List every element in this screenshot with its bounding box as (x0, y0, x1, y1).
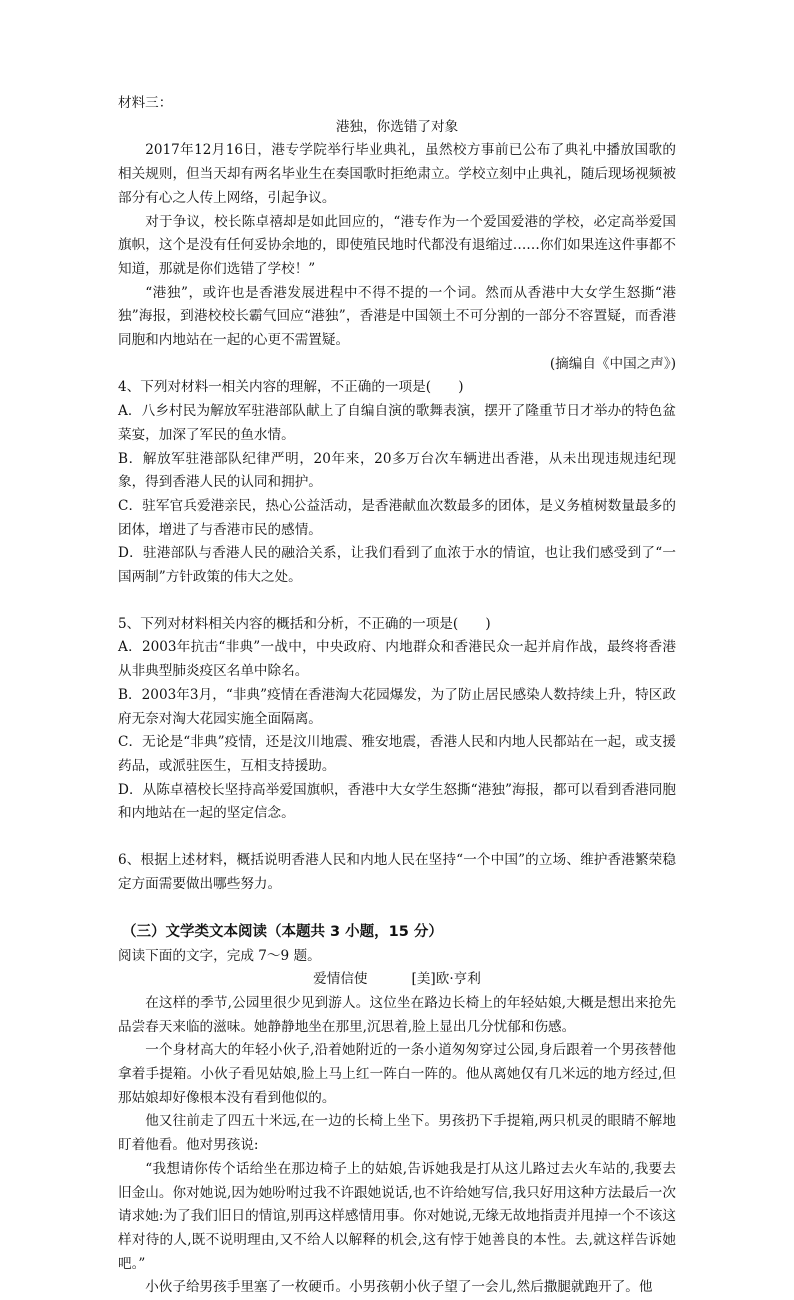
question-stem: 5、下列对材料相关内容的概括和分析，不正确的一项是( ) (118, 615, 491, 632)
material-source: (摘编自《中国之声》) (549, 355, 676, 372)
story-paragraph: 他又往前走了四五十米远,在一边的长椅上坐下。男孩扔下手提箱,两只机灵的眼睛不解地盯着他看。他对男孩说: (118, 1113, 676, 1154)
story-paragraph: “我想请你传个话给坐在那边椅子上的姑娘,告诉她我是打从这儿路过去火车站的,我要去旧金山。你对她说,因为她吩咐过我不许跟她说话,也不许给她写信,我只好用这种方法最后一次请求她:为了我们旧日的情谊,别再这样感情用事。你对她说,无缘无故地指责并甩掉一个不该这样对待的人,既不说明理由,又不给人以解释的机会,这有悖于她善良的本性。去,就这样告诉她吧。” (118, 1160, 676, 1272)
question-option: C．驻军官兵爱港亲民，热心公益活动，是香港献血次数最多的团体，是义务植树数量最多的团体，增进了与香港市民的感情。 (118, 497, 676, 538)
question-option: C．无论是“非典”疫情，还是汶川地震、雅安地震，香港人民和内地人民都站在一起，或支援药品，或派驻医生，互相支持援助。 (118, 734, 676, 774)
question-option: B．解放军驻港部队纪律严明，20年来，20多万台次车辆进出香港，从未出现违规违纪现象，得到香港人民的认同和拥护。 (118, 450, 676, 491)
story-paragraph: 在这样的季节,公园里很少见到游人。这位坐在路边长椅上的年轻姑娘,大概是想出来抢先品尝春天来临的滋味。她静静地坐在那里,沉思着,脸上显出几分忧郁和伤感。 (118, 994, 676, 1035)
section-heading: （三）文学类文本阅读（本题共 3 小题，15 分） (122, 923, 443, 940)
question-option: A．八乡村民为解放军驻港部队献上了自编自演的歌舞表演，摆开了隆重节日才举办的特色盆菜宴，加深了军民的鱼水情。 (118, 403, 676, 443)
section-instruction: 阅读下面的文字，完成 7～9 题。 (118, 947, 321, 964)
material-paragraph: “港独”，或许也是香港发展进程中不得不提的一个词。然而从香港中大女学生怒撕“港独”海报，到港校校长霸气回应“港独”，香港是中国领土不可分割的一部分不容置疑，而香港同胞和内地站在一起的心更不需置疑。 (118, 284, 676, 349)
material-title: 港独，你选错了对象 (335, 118, 459, 135)
spacer (118, 826, 676, 849)
material-paragraph: 对于争议，校长陈卓禧却是如此回应的，“港专作为一个爱国爱港的学校，必定高举爱国旗帜，这个是没有任何妥协余地的，即使殖民地时代都没有退缩过……你们如果连这件事都不知道，那就是你们选错了学校！” (118, 213, 676, 277)
story-paragraph: 小伙子给男孩手里塞了一枚硬币。小男孩朝小伙子望了一会儿,然后撒腿就跑开了。他 (145, 1279, 653, 1296)
story-author: [美]欧·亨利 (411, 971, 481, 988)
question-option: A．2003年抗击“非典”一战中，中央政府、内地群众和香港民众一起并肩作战，最终将香港从非典型肺炎疫区名单中除名。 (118, 639, 676, 680)
story-title: 爱情信使 (313, 971, 368, 988)
material-paragraph: 2017年12月16日，港专学院举行毕业典礼，虽然校方事前已公布了典礼中播放国歌的相关规则，但当天却有两名毕业生在奏国歌时拒绝肃立。学校立刻中止典礼，随后现场视频被部分有心之人传上网络，引起争议。 (118, 142, 676, 206)
question-option: D．驻港部队与香港人民的融洽关系，让我们看到了血浓于水的情谊，也让我们感受到了“一国两制”方针政策的伟大之处。 (118, 545, 676, 586)
question-option: D．从陈卓禧校长坚持高举爱国旗帜，香港中大女学生怒撕“港独”海报，都可以看到香港同胞和内地站在一起的坚定信念。 (118, 781, 676, 822)
question-stem: 6、根据上述材料，概括说明香港人民和内地人民在坚持“一个中国”的立场、维护香港繁荣稳定方面需要做出哪些努力。 (118, 852, 676, 892)
spacer (118, 897, 676, 920)
spacer (118, 590, 676, 613)
story-header (118, 968, 676, 992)
question-option: B．2003年3月，“非典”疫情在香港淘大花园爆发，为了防止居民感染人数持续上升，特区政府无奈对淘大花园实施全面隔离。 (118, 686, 676, 727)
story-paragraph: 一个身材高大的年轻小伙子,沿着她附近的一条小道匆匆穿过公园,身后跟着一个男孩替他拿着手提箱。小伙子看见姑娘,脸上马上红一阵白一阵的。他从离她仅有几米远的地方经过,但那姑娘却好像根本没有看到他似的。 (118, 1042, 676, 1106)
document-page (118, 92, 676, 1300)
question-stem: 4、下列对材料一相关内容的理解，不正确的一项是( ) (118, 379, 464, 396)
material-label: 材料三： (118, 95, 173, 111)
